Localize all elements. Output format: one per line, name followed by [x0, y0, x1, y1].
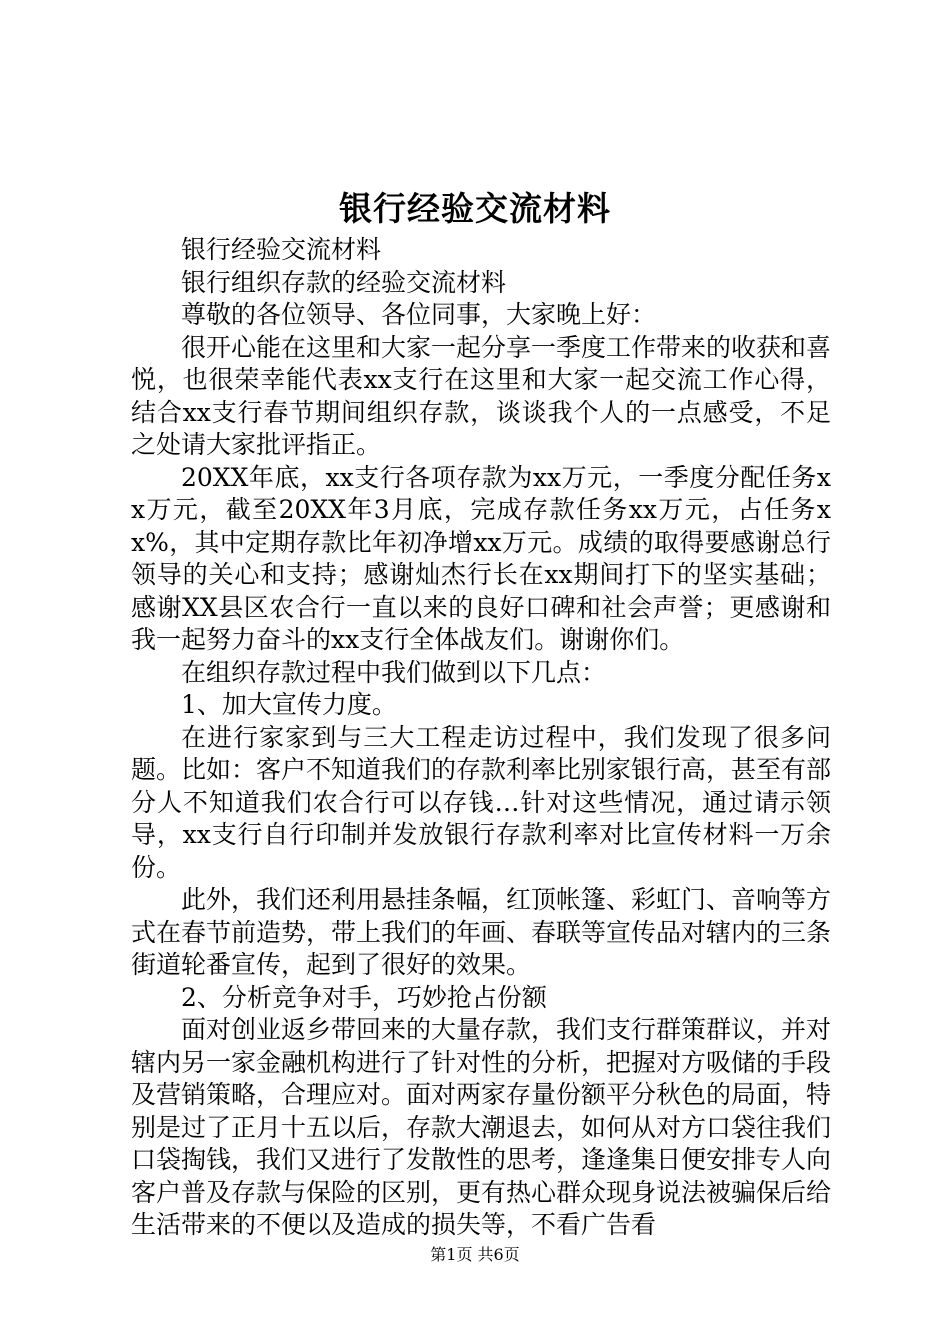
document-title: 银行经验交流材料 — [339, 189, 611, 228]
page-footer: 第1页 共6页 — [430, 1245, 520, 1264]
paragraph: 此外，我们还利用悬挂条幅，红顶帐篷、彩虹门、音响等方式在春节前造势，带上我们的年画、春联等宣传品对辖内的三条街道轮番宣传，起到了很好的效果。 — [131, 885, 832, 979]
paragraph: 在组织存款过程中我们做到以下几点： — [181, 657, 607, 687]
paragraph: 很开心能在这里和大家一起分享一季度工作带来的收获和喜悦，也很荣幸能代表xx支行在这里和大家一起交流工作心得，结合xx支行春节期间组织存款，谈谈我个人的一点感受，不足之处请大家批评指正。 — [131, 332, 832, 459]
paragraph: 在进行家家到与三大工程走访过程中，我们发现了很多问题。比如：客户不知道我们的存款利率比别家银行高，甚至有部分人不知道我们农合行可以存钱…针对这些情况，通过请示领导，xx支行自行印制并发放银行存款利率对比宣传材料一万余份。 — [131, 722, 832, 882]
paragraph: 20XX年底，xx支行各项存款为xx万元，一季度分配任务xx万元，截至20XX年3月底，完成存款任务xx万元，占任务xx%，其中定期存款比年初净增xx万元。成绩的取得要感谢总行领导的关心和支持；感谢灿杰行长在xx期间打下的坚实基础；感谢XX县区农合行一直以来的良好口碑和社会声誉；更感谢和我一起努力奋斗的xx支行全体战友们。谢谢你们。 — [131, 462, 831, 654]
paragraph: 银行组织存款的经验交流材料 — [181, 267, 507, 297]
document-body — [131, 234, 831, 1242]
section-heading: 2、分析竞争对手，巧妙抢占份额 — [181, 982, 547, 1012]
paragraph: 面对创业返乡带回来的大量存款，我们支行群策群议，并对辖内另一家金融机构进行了针对性的分析，把握对方吸储的手段及营销策略，合理应对。面对两家存量份额平分秋色的局面，特别是过了正月十五以后，存款大潮退去，如何从对方口袋往我们口袋掏钱，我们又进行了发散性的思考，逢逢集日便安排专人向客户普及存款与保险的区别，更有热心群众现身说法被骗保后给生活带来的不便以及造成的损失等，不看广告看 — [131, 1015, 832, 1239]
paragraph: 银行经验交流材料 — [181, 235, 382, 264]
paragraph: 尊敬的各位领导、各位同事，大家晚上好： — [181, 300, 657, 329]
section-heading: 1、加大宣传力度。 — [181, 690, 397, 719]
